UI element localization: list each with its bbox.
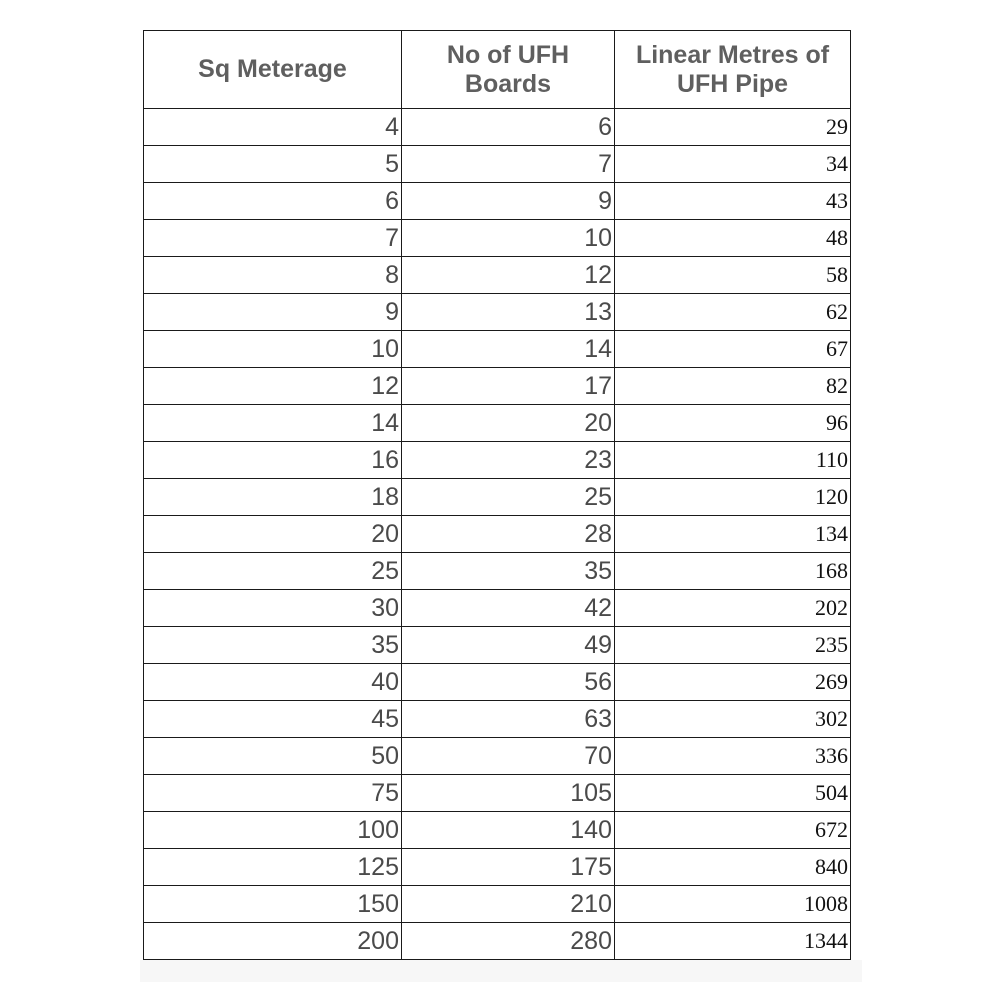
cell-ufh-boards: 17: [402, 368, 615, 405]
table-row: [144, 183, 851, 220]
table-row: [144, 146, 851, 183]
cell-ufh-boards: 70: [402, 738, 615, 775]
cell-ufh-boards: 280: [402, 923, 615, 960]
ufh-table: [143, 30, 851, 960]
cell-ufh-pipe: 269: [615, 664, 851, 701]
table-row: [144, 701, 851, 738]
table-row: [144, 479, 851, 516]
cell-ufh-pipe: 34: [615, 146, 851, 183]
cell-ufh-boards: 6: [402, 109, 615, 146]
cell-ufh-pipe: 1344: [615, 923, 851, 960]
cell-ufh-pipe: 96: [615, 405, 851, 442]
header-sq-meterage: [144, 31, 402, 109]
cell-ufh-boards: 49: [402, 627, 615, 664]
cell-ufh-pipe: 67: [615, 331, 851, 368]
cell-ufh-pipe: 29: [615, 109, 851, 146]
cell-ufh-pipe: 58: [615, 257, 851, 294]
table-row: [144, 405, 851, 442]
header-ufh-boards: [402, 31, 615, 109]
header-ufh-boards-line1: No of UFH: [446, 40, 570, 69]
cell-ufh-boards: 14: [402, 331, 615, 368]
table-body: [144, 109, 851, 960]
table-row: [144, 442, 851, 479]
cell-ufh-pipe: 120: [615, 479, 851, 516]
cell-ufh-pipe: 110: [615, 442, 851, 479]
cell-sq-meterage: 25: [144, 553, 402, 590]
header-ufh-pipe: [615, 31, 851, 109]
table-row: [144, 331, 851, 368]
cell-ufh-pipe: 134: [615, 516, 851, 553]
page-edge-shadow: [140, 960, 862, 982]
cell-ufh-pipe: 672: [615, 812, 851, 849]
table-row: [144, 590, 851, 627]
cell-sq-meterage: 6: [144, 183, 402, 220]
cell-sq-meterage: 5: [144, 146, 402, 183]
table-row: [144, 812, 851, 849]
cell-ufh-pipe: 43: [615, 183, 851, 220]
table-row: [144, 257, 851, 294]
cell-ufh-boards: 56: [402, 664, 615, 701]
cell-ufh-pipe: 202: [615, 590, 851, 627]
cell-sq-meterage: 150: [144, 886, 402, 923]
cell-sq-meterage: 4: [144, 109, 402, 146]
table-row: [144, 109, 851, 146]
cell-sq-meterage: 125: [144, 849, 402, 886]
header-sq-meterage-label: Sq Meterage: [198, 55, 347, 83]
cell-ufh-pipe: 336: [615, 738, 851, 775]
table-row: [144, 923, 851, 960]
cell-ufh-boards: 12: [402, 257, 615, 294]
cell-ufh-pipe: 235: [615, 627, 851, 664]
cell-ufh-boards: 28: [402, 516, 615, 553]
header-row: [144, 31, 851, 109]
cell-ufh-pipe: 504: [615, 775, 851, 812]
cell-sq-meterage: 20: [144, 516, 402, 553]
table-row: [144, 886, 851, 923]
cell-sq-meterage: 100: [144, 812, 402, 849]
table-row: [144, 553, 851, 590]
cell-sq-meterage: 35: [144, 627, 402, 664]
table-row: [144, 664, 851, 701]
cell-sq-meterage: 16: [144, 442, 402, 479]
table-row: [144, 516, 851, 553]
cell-ufh-boards: 25: [402, 479, 615, 516]
cell-sq-meterage: 14: [144, 405, 402, 442]
cell-sq-meterage: 12: [144, 368, 402, 405]
cell-ufh-boards: 105: [402, 775, 615, 812]
cell-ufh-boards: 210: [402, 886, 615, 923]
header-ufh-pipe-line1: Linear Metres of: [635, 40, 830, 69]
table-row: [144, 738, 851, 775]
cell-sq-meterage: 9: [144, 294, 402, 331]
cell-sq-meterage: 8: [144, 257, 402, 294]
cell-sq-meterage: 200: [144, 923, 402, 960]
table-row: [144, 220, 851, 257]
table-row: [144, 294, 851, 331]
table-row: [144, 849, 851, 886]
cell-ufh-pipe: 62: [615, 294, 851, 331]
cell-ufh-pipe: 1008: [615, 886, 851, 923]
cell-ufh-boards: 7: [402, 146, 615, 183]
cell-ufh-boards: 175: [402, 849, 615, 886]
cell-ufh-boards: 23: [402, 442, 615, 479]
cell-sq-meterage: 30: [144, 590, 402, 627]
cell-ufh-boards: 9: [402, 183, 615, 220]
cell-sq-meterage: 18: [144, 479, 402, 516]
cell-ufh-pipe: 302: [615, 701, 851, 738]
cell-ufh-pipe: 82: [615, 368, 851, 405]
cell-ufh-boards: 140: [402, 812, 615, 849]
cell-sq-meterage: 75: [144, 775, 402, 812]
cell-ufh-boards: 42: [402, 590, 615, 627]
cell-ufh-boards: 35: [402, 553, 615, 590]
table-row: [144, 627, 851, 664]
table-row: [144, 368, 851, 405]
cell-ufh-boards: 63: [402, 701, 615, 738]
cell-sq-meterage: 45: [144, 701, 402, 738]
cell-sq-meterage: 50: [144, 738, 402, 775]
cell-ufh-boards: 20: [402, 405, 615, 442]
header-ufh-boards-line2: Boards: [464, 69, 552, 98]
cell-ufh-pipe: 168: [615, 553, 851, 590]
header-ufh-pipe-line2: UFH Pipe: [676, 69, 789, 98]
table-row: [144, 775, 851, 812]
cell-ufh-pipe: 840: [615, 849, 851, 886]
cell-sq-meterage: 40: [144, 664, 402, 701]
cell-sq-meterage: 7: [144, 220, 402, 257]
cell-ufh-boards: 13: [402, 294, 615, 331]
cell-ufh-pipe: 48: [615, 220, 851, 257]
cell-sq-meterage: 10: [144, 331, 402, 368]
cell-ufh-boards: 10: [402, 220, 615, 257]
